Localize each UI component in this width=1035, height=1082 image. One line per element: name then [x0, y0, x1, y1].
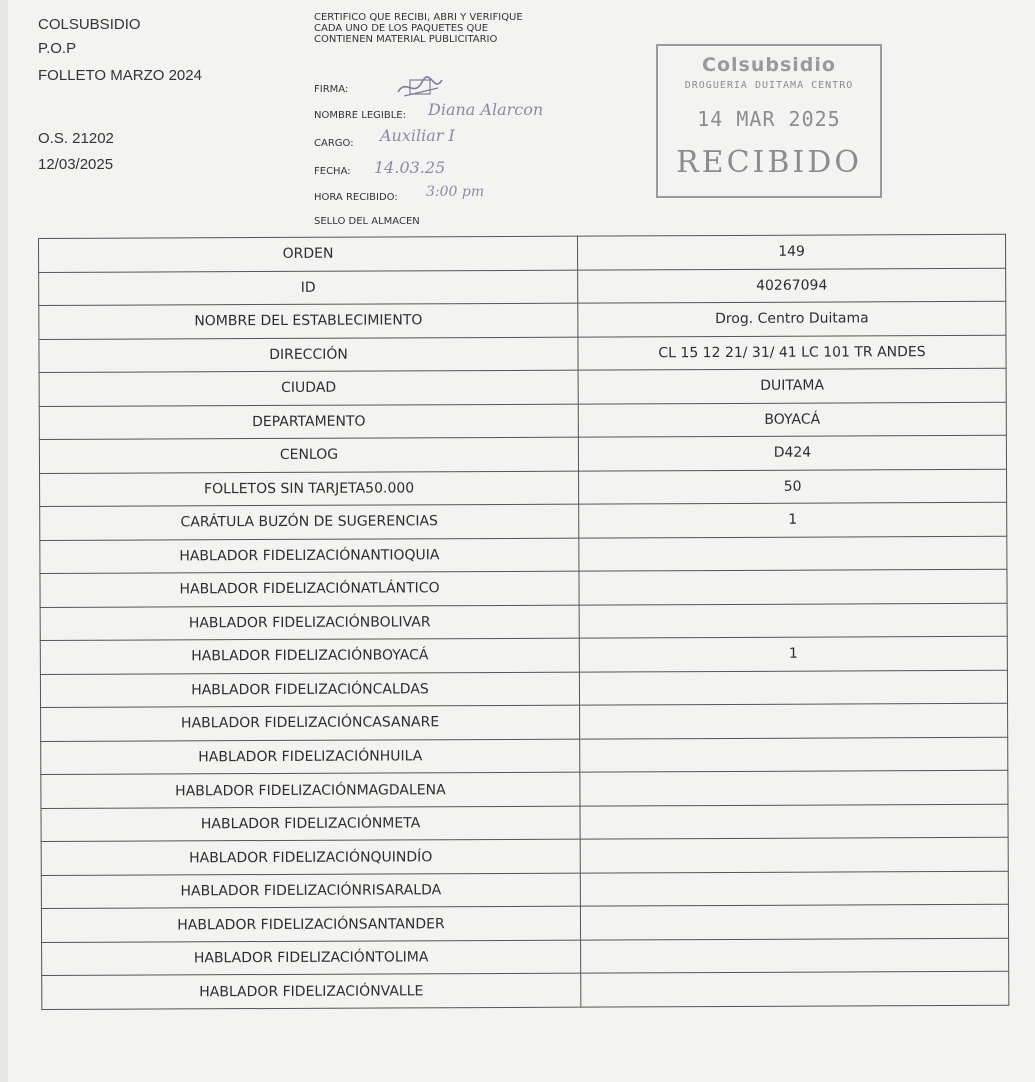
row-label: CIUDAD — [39, 370, 578, 406]
row-value — [580, 905, 1008, 940]
row-value — [579, 569, 1007, 604]
stamp-date: 14 MAR 2025 — [697, 107, 841, 131]
folleto-title: FOLLETO MARZO 2024 — [38, 67, 202, 84]
table-row — [41, 771, 1008, 809]
row-value — [579, 536, 1007, 571]
row-value — [581, 972, 1009, 1008]
row-label: HABLADOR FIDELIZACIÓNSANTANDER — [41, 906, 580, 942]
row-label: HABLADOR FIDELIZACIÓNHUILA — [41, 739, 580, 775]
row-label: HABLADOR FIDELIZACIÓNBOLIVAR — [40, 605, 579, 641]
row-label: HABLADOR FIDELIZACIÓNATLÁNTICO — [40, 571, 579, 607]
certification-text: CERTIFICO QUE RECIBI, ABRI Y VERIFIQUE CADA UNO DE LOS PAQUETES QUE CONTIENEN MATERIAL PUBLICITARIO — [314, 12, 523, 45]
row-label: CARÁTULA BUZÓN DE SUGERENCIAS — [40, 504, 579, 540]
table-row — [39, 268, 1006, 306]
signature — [394, 74, 446, 100]
row-value: 40267094 — [578, 268, 1006, 303]
row-label: FOLLETOS SIN TARJETA50.000 — [40, 471, 579, 507]
stamp-store: DROGUERIA DUITAMA CENTRO — [684, 80, 854, 91]
row-value: Drog. Centro Duitama — [578, 301, 1006, 336]
row-label: HABLADOR FIDELIZACIÓNCALDAS — [40, 672, 579, 708]
fecha-label: FECHA: — [314, 166, 351, 177]
row-value — [579, 603, 1007, 638]
table-row — [40, 469, 1007, 507]
table-row — [39, 368, 1006, 406]
fecha-value: 14.03.25 — [374, 158, 446, 177]
company-name: COLSUBSIDIO — [38, 16, 141, 33]
cargo-value: Auxiliar I — [380, 126, 455, 145]
table-row — [40, 636, 1007, 674]
row-label: HABLADOR FIDELIZACIÓNQUINDÍO — [41, 839, 580, 875]
table-row — [39, 435, 1006, 473]
table-row — [40, 670, 1007, 708]
table-row — [39, 402, 1006, 440]
table-row — [41, 871, 1008, 909]
row-label: CENLOG — [39, 437, 578, 473]
stamp-brand: Colsubsidio — [702, 54, 836, 76]
row-value — [580, 771, 1008, 806]
table-row — [40, 502, 1007, 540]
nombre-value: Diana Alarcon — [428, 100, 544, 119]
table-row — [39, 335, 1006, 373]
stamp-status: RECIBIDO — [676, 145, 862, 180]
row-label: NOMBRE DEL ESTABLECIMIENTO — [39, 303, 578, 339]
row-label: HABLADOR FIDELIZACIÓNVALLE — [42, 973, 581, 1009]
row-value — [580, 703, 1008, 738]
table-row — [41, 905, 1008, 943]
order-service: O.S. 21202 — [38, 130, 114, 147]
table-row — [41, 838, 1008, 876]
hora-value: 3:00 pm — [426, 184, 485, 200]
table-row — [40, 569, 1007, 607]
table-row — [41, 804, 1008, 842]
sello-label: SELLO DEL ALMACEN — [314, 216, 420, 227]
row-label: ORDEN — [39, 236, 578, 272]
row-value — [580, 838, 1008, 873]
row-label: ID — [39, 270, 578, 306]
row-value: DUITAMA — [578, 368, 1006, 403]
table-row — [39, 301, 1006, 339]
row-value: CL 15 12 21/ 31/ 41 LC 101 TR ANDES — [578, 335, 1006, 370]
row-value — [580, 871, 1008, 906]
row-value — [581, 938, 1009, 973]
table-row — [39, 234, 1006, 272]
row-label: DEPARTAMENTO — [39, 404, 578, 440]
hora-label: HORA RECIBIDO: — [314, 192, 398, 203]
table-row — [42, 972, 1009, 1010]
row-label: HABLADOR FIDELIZACIÓNRISARALDA — [41, 873, 580, 909]
table-row — [41, 737, 1008, 775]
row-value: D424 — [578, 435, 1006, 470]
firma-label: FIRMA: — [314, 84, 349, 95]
document-date: 12/03/2025 — [38, 156, 114, 173]
document-page — [8, 0, 1035, 1082]
row-label: HABLADOR FIDELIZACIÓNBOYACÁ — [40, 638, 579, 674]
row-value — [579, 670, 1007, 705]
received-stamp — [656, 44, 882, 198]
nombre-label: NOMBRE LEGIBLE: — [314, 110, 406, 121]
row-value: BOYACÁ — [578, 402, 1006, 437]
cargo-label: CARGO: — [314, 138, 354, 149]
table-row — [42, 938, 1009, 976]
row-value: 1 — [579, 636, 1007, 671]
row-label: HABLADOR FIDELIZACIÓNCASANARE — [41, 705, 580, 741]
table-row — [41, 703, 1008, 741]
row-label: DIRECCIÓN — [39, 337, 578, 373]
row-value: 149 — [577, 234, 1005, 269]
table-row — [40, 536, 1007, 574]
row-value — [580, 804, 1008, 839]
row-value: 1 — [579, 502, 1007, 537]
row-value: 50 — [579, 469, 1007, 504]
pop-label: P.O.P — [38, 40, 77, 57]
row-label: HABLADOR FIDELIZACIÓNANTIOQUIA — [40, 538, 579, 574]
row-label: HABLADOR FIDELIZACIÓNTOLIMA — [42, 940, 581, 976]
row-label: HABLADOR FIDELIZACIÓNMAGDALENA — [41, 772, 580, 808]
table-row — [40, 603, 1007, 641]
row-value — [580, 737, 1008, 772]
delivery-table — [38, 234, 1009, 1010]
row-label: HABLADOR FIDELIZACIÓNMETA — [41, 806, 580, 842]
